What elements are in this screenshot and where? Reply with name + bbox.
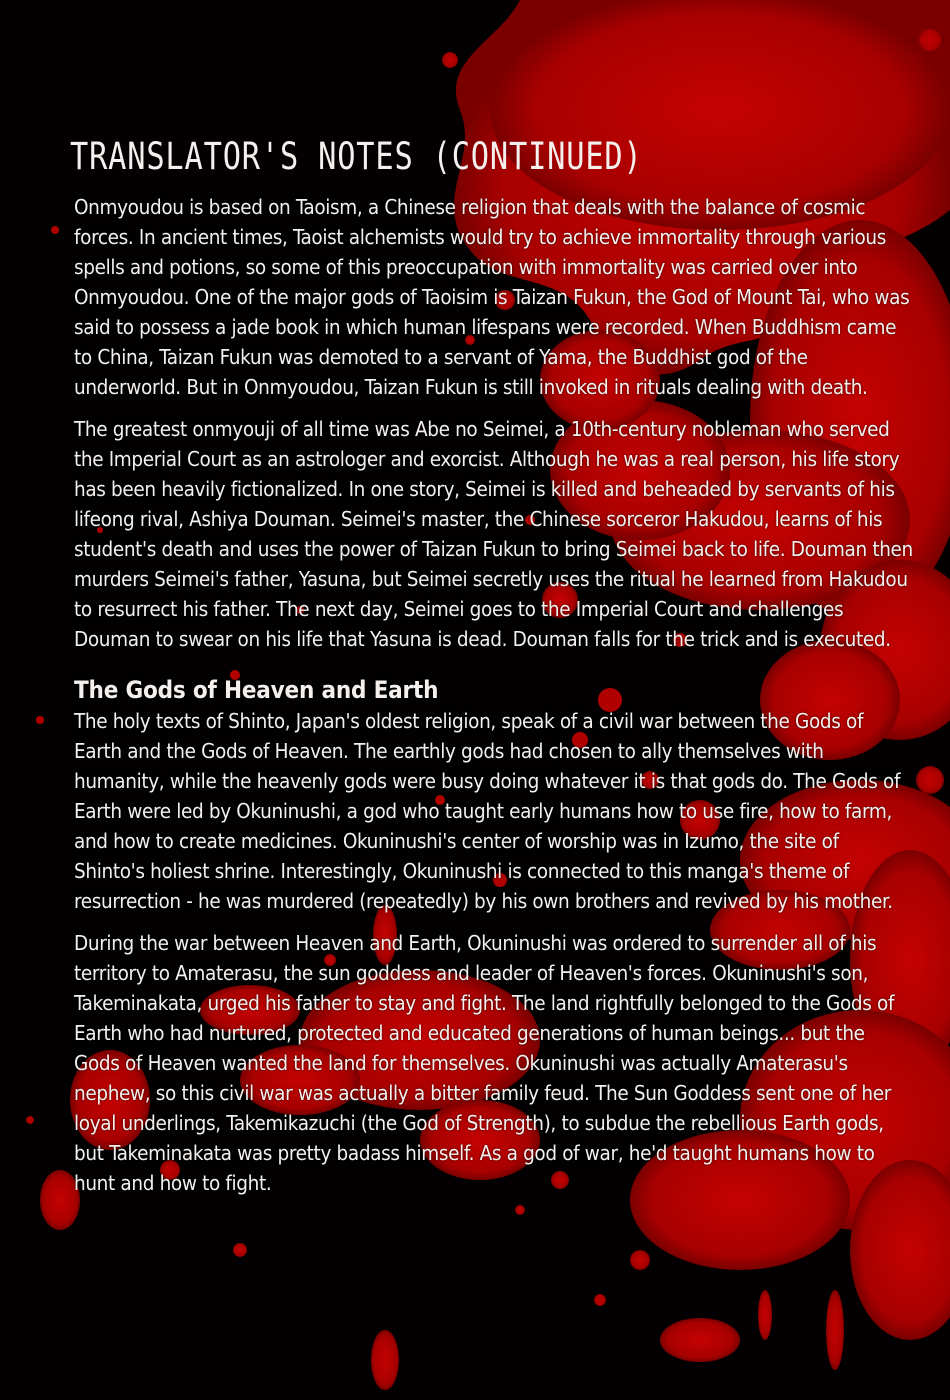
section-heading: The Gods of Heaven and Earth xyxy=(74,676,439,704)
section-paragraph-2: During the war between Heaven and Earth, Okuninushi was ordered to surrender all of his territory to Amaterasu, the sun goddess and leader of Heaven's forces. Okuninushi's son, Takeminakata, urged his father to stay and fight. The land rightfully belonged to the Gods of Earth who had nurtured, protected and educated generations of human beings... but the Gods of Heaven wanted the land for themselves. Okuninushi was actually Amaterasu's nephew, so this civil war was actually a bitter family feud. The Sun Goddess sent one of her loyal underlings, Takemikazuchi (the God of Strength), to subdue the rebellious Earth gods, but Takeminakata was pretty badass himself. As a god of war, he'd taught humans how to hunt and how to fight. xyxy=(74,931,895,1195)
page-title: TRANSLATOR'S NOTES (CONTINUED) xyxy=(70,135,643,178)
intro-paragraph-1: Onmyoudou is based on Taoism, a Chinese religion that deals with the balance of cosmic forces. In ancient times, Taoist alchemists would try to achieve immortality through various spells and potions, so some of this preoccupation with immortality was carried over into Onmyoudou. One of the major gods of Taoisim is Taizan Fukun, the God of Mount Tai, who was said to possess a jade book in which human lifespans were recorded. When Buddhism came to China, Taizan Fukun was demoted to a servant of Yama, the Buddhist god of the underworld. But in Onmyoudou, Taizan Fukun is still invoked in rituals dealing with death. xyxy=(74,195,910,399)
notes-content xyxy=(70,132,914,1210)
intro-paragraph-2: The greatest onmyouji of all time was Abe no Seimei, a 10th-century nobleman who served the Imperial Court as an astrologer and exorcist. Although he was a real person, his life story has been heavily fictionalized. In one story, Seimei is killed and beheaded by servants of his lifeong rival, Ashiya Douman. Seimei's master, the Chinese sorceror Hakudou, learns of his student's death and uses the power of Taizan Fukun to bring Seimei back to life. Douman then murders Seimei's father, Yasuna, but Seimei secretly uses the ritual he learned from Hakudou to resurrect his father. The next day, Seimei goes to the Imperial Court and challenges Douman to swear on his life that Yasuna is dead. Douman falls for the trick and is executed. xyxy=(74,417,913,651)
section-paragraph-1: The holy texts of Shinto, Japan's oldest religion, speak of a civil war between the Gods of Earth and the Gods of Heaven. The earthly gods had chosen to ally themselves with humanity, while the heavenly gods were busy doing whatever it is that gods do. The Gods of Earth were led by Okuninushi, a god who taught early humans how to use fire, how to farm, and how to create medicines. Okuninushi's center of worship was in Izumo, the site of Shinto's holiest shrine. Interestingly, Okuninushi is connected to this manga's theme of resurrection - he was murdered (repeatedly) by his own brothers and revived by his mother. xyxy=(74,709,901,913)
